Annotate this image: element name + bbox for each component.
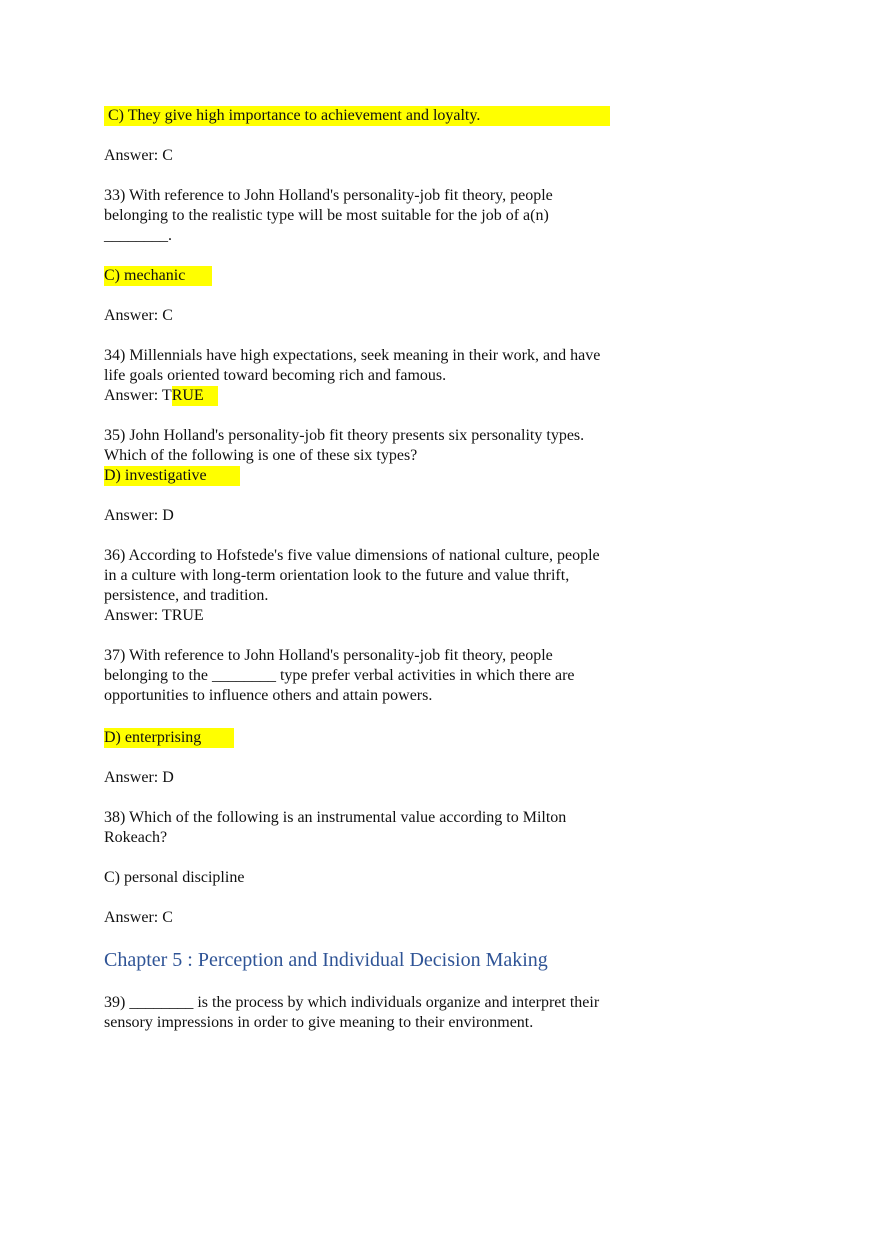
q35-line-1: 35) John Holland's personality-job fit theory presents six personality types. [104, 427, 585, 444]
q39-line-2: sensory impressions in order to give meaning to their environment. [104, 1014, 534, 1031]
q38-line-2: Rokeach? [104, 829, 168, 846]
q39-line-1: 39) ________ is the process by which individuals organize and interpret their [104, 994, 600, 1011]
q36-line-2: in a culture with long-term orientation look to the future and value thrift, [104, 567, 570, 584]
q34-line-2: life goals oriented toward becoming rich and famous. [104, 367, 447, 384]
highlight: RUE [172, 386, 218, 406]
q35-answer: Answer: D [104, 507, 174, 524]
q32-selected-option [104, 106, 610, 126]
q36-line-1: 36) According to Hofstede's five value dimensions of national culture, people [104, 547, 600, 564]
q33-line-1: 33) With reference to John Holland's personality-job fit theory, people [104, 187, 553, 204]
q37-selected-option [104, 728, 234, 748]
chapter-heading: Chapter 5 : Perception and Individual Decision Making [104, 949, 548, 971]
q37-line-2: belonging to the ________ type prefer verbal activities in which there are [104, 667, 575, 684]
q35-selected-option [104, 466, 240, 486]
highlight: C) mechanic [104, 266, 212, 286]
q37-line-1: 37) With reference to John Holland's personality-job fit theory, people [104, 647, 553, 664]
q38-line-1: 38) Which of the following is an instrumental value according to Milton [104, 809, 567, 826]
highlight: C) They give high importance to achievement and loyalty. [104, 106, 610, 126]
q36-answer: Answer: TRUE [104, 607, 204, 624]
q37-line-3: opportunities to influence others and attain powers. [104, 687, 433, 704]
q38-selected-option: C) personal discipline [104, 869, 245, 886]
q37-answer: Answer: D [104, 769, 174, 786]
q36-line-3: persistence, and tradition. [104, 587, 269, 604]
q34-line-1: 34) Millennials have high expectations, seek meaning in their work, and have [104, 347, 601, 364]
highlight: D) enterprising [104, 728, 234, 748]
q33-answer: Answer: C [104, 307, 173, 324]
q32-answer: Answer: C [104, 147, 173, 164]
q33-line-3: ________. [104, 227, 172, 244]
q38-answer: Answer: C [104, 909, 173, 926]
answer-prefix: Answer: T [104, 387, 172, 404]
q33-selected-option [104, 266, 212, 286]
q35-line-2: Which of the following is one of these six types? [104, 447, 418, 464]
highlight: D) investigative [104, 466, 240, 486]
q33-line-2: belonging to the realistic type will be most suitable for the job of a(n) [104, 207, 549, 224]
q34-answer [104, 386, 218, 406]
